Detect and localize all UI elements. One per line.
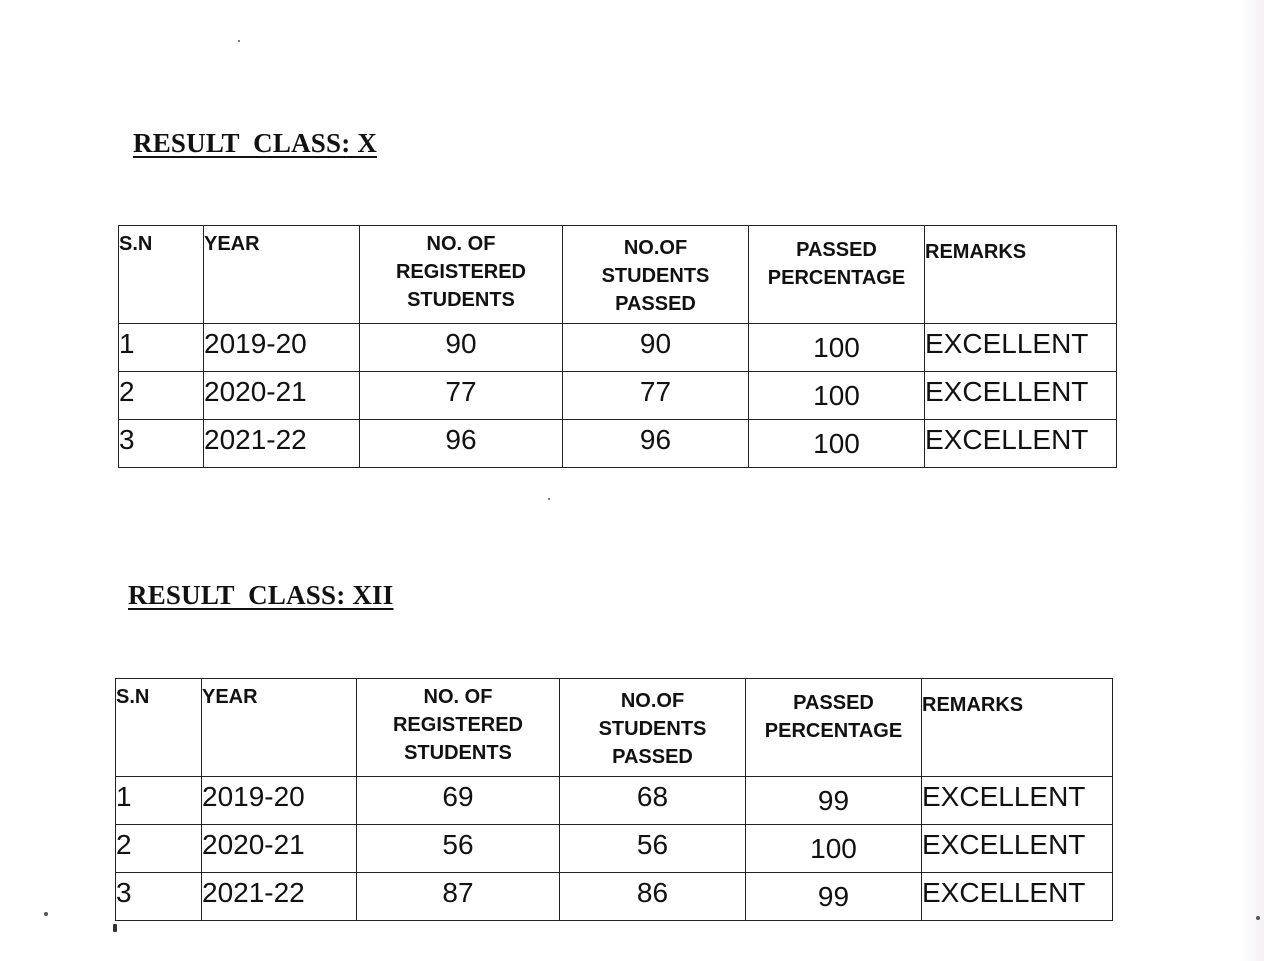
cell-remarks: EXCELLENT <box>922 873 1113 921</box>
scan-edge-shadow <box>1240 0 1264 961</box>
cell-sn: 2 <box>119 372 204 420</box>
cell-percentage: 99 <box>746 873 922 921</box>
cell-sn: 3 <box>116 873 202 921</box>
cell-registered: 96 <box>360 420 563 468</box>
col-header-passed: NO.OF STUDENTS PASSED <box>560 679 746 777</box>
scan-speck <box>238 40 240 42</box>
col-header-sn: S.N <box>116 679 202 777</box>
cell-passed: 96 <box>563 420 749 468</box>
col-header-percentage: PASSED PERCENTAGE <box>749 226 925 324</box>
scan-speck <box>44 912 48 916</box>
section-heading-class-xii: RESULT CLASS: XII <box>128 580 394 610</box>
scan-speck <box>113 924 117 932</box>
result-table-class-xii <box>115 678 1113 921</box>
cell-remarks: EXCELLENT <box>922 825 1113 873</box>
col-header-sn: S.N <box>119 226 204 324</box>
cell-registered: 69 <box>357 777 560 825</box>
cell-passed: 68 <box>560 777 746 825</box>
cell-sn: 1 <box>116 777 202 825</box>
table-row <box>116 873 1113 921</box>
col-header-registered: NO. OF REGISTERED STUDENTS <box>357 679 560 777</box>
cell-year: 2021-22 <box>204 420 360 468</box>
cell-remarks: EXCELLENT <box>922 777 1113 825</box>
col-header-passed: NO.OF STUDENTS PASSED <box>563 226 749 324</box>
table-row <box>119 372 1117 420</box>
cell-year: 2021-22 <box>202 873 357 921</box>
cell-sn: 1 <box>119 324 204 372</box>
cell-remarks: EXCELLENT <box>925 372 1117 420</box>
scan-speck <box>548 498 550 500</box>
table-row <box>119 420 1117 468</box>
table-row <box>116 825 1113 873</box>
cell-registered: 77 <box>360 372 563 420</box>
cell-percentage: 100 <box>746 825 922 873</box>
cell-remarks: EXCELLENT <box>925 420 1117 468</box>
cell-passed: 90 <box>563 324 749 372</box>
cell-passed: 56 <box>560 825 746 873</box>
col-header-registered: NO. OF REGISTERED STUDENTS <box>360 226 563 324</box>
table-header-row <box>116 679 1113 777</box>
scan-speck <box>1256 916 1260 920</box>
cell-sn: 3 <box>119 420 204 468</box>
col-header-year: YEAR <box>202 679 357 777</box>
col-header-remarks: REMARKS <box>925 226 1117 324</box>
cell-registered: 90 <box>360 324 563 372</box>
cell-year: 2019-20 <box>204 324 360 372</box>
table-header-row <box>119 226 1117 324</box>
cell-passed: 77 <box>563 372 749 420</box>
cell-passed: 86 <box>560 873 746 921</box>
cell-sn: 2 <box>116 825 202 873</box>
cell-year: 2020-21 <box>202 825 357 873</box>
table-row <box>116 777 1113 825</box>
table-row <box>119 324 1117 372</box>
cell-registered: 56 <box>357 825 560 873</box>
cell-remarks: EXCELLENT <box>925 324 1117 372</box>
col-header-remarks: REMARKS <box>922 679 1113 777</box>
col-header-percentage: PASSED PERCENTAGE <box>746 679 922 777</box>
result-table-class-x <box>118 225 1117 468</box>
section-heading-class-x: RESULT CLASS: X <box>133 128 378 158</box>
cell-percentage: 100 <box>749 324 925 372</box>
cell-percentage: 100 <box>749 420 925 468</box>
cell-registered: 87 <box>357 873 560 921</box>
cell-year: 2020-21 <box>204 372 360 420</box>
col-header-year: YEAR <box>204 226 360 324</box>
cell-percentage: 100 <box>749 372 925 420</box>
cell-year: 2019-20 <box>202 777 357 825</box>
cell-percentage: 99 <box>746 777 922 825</box>
